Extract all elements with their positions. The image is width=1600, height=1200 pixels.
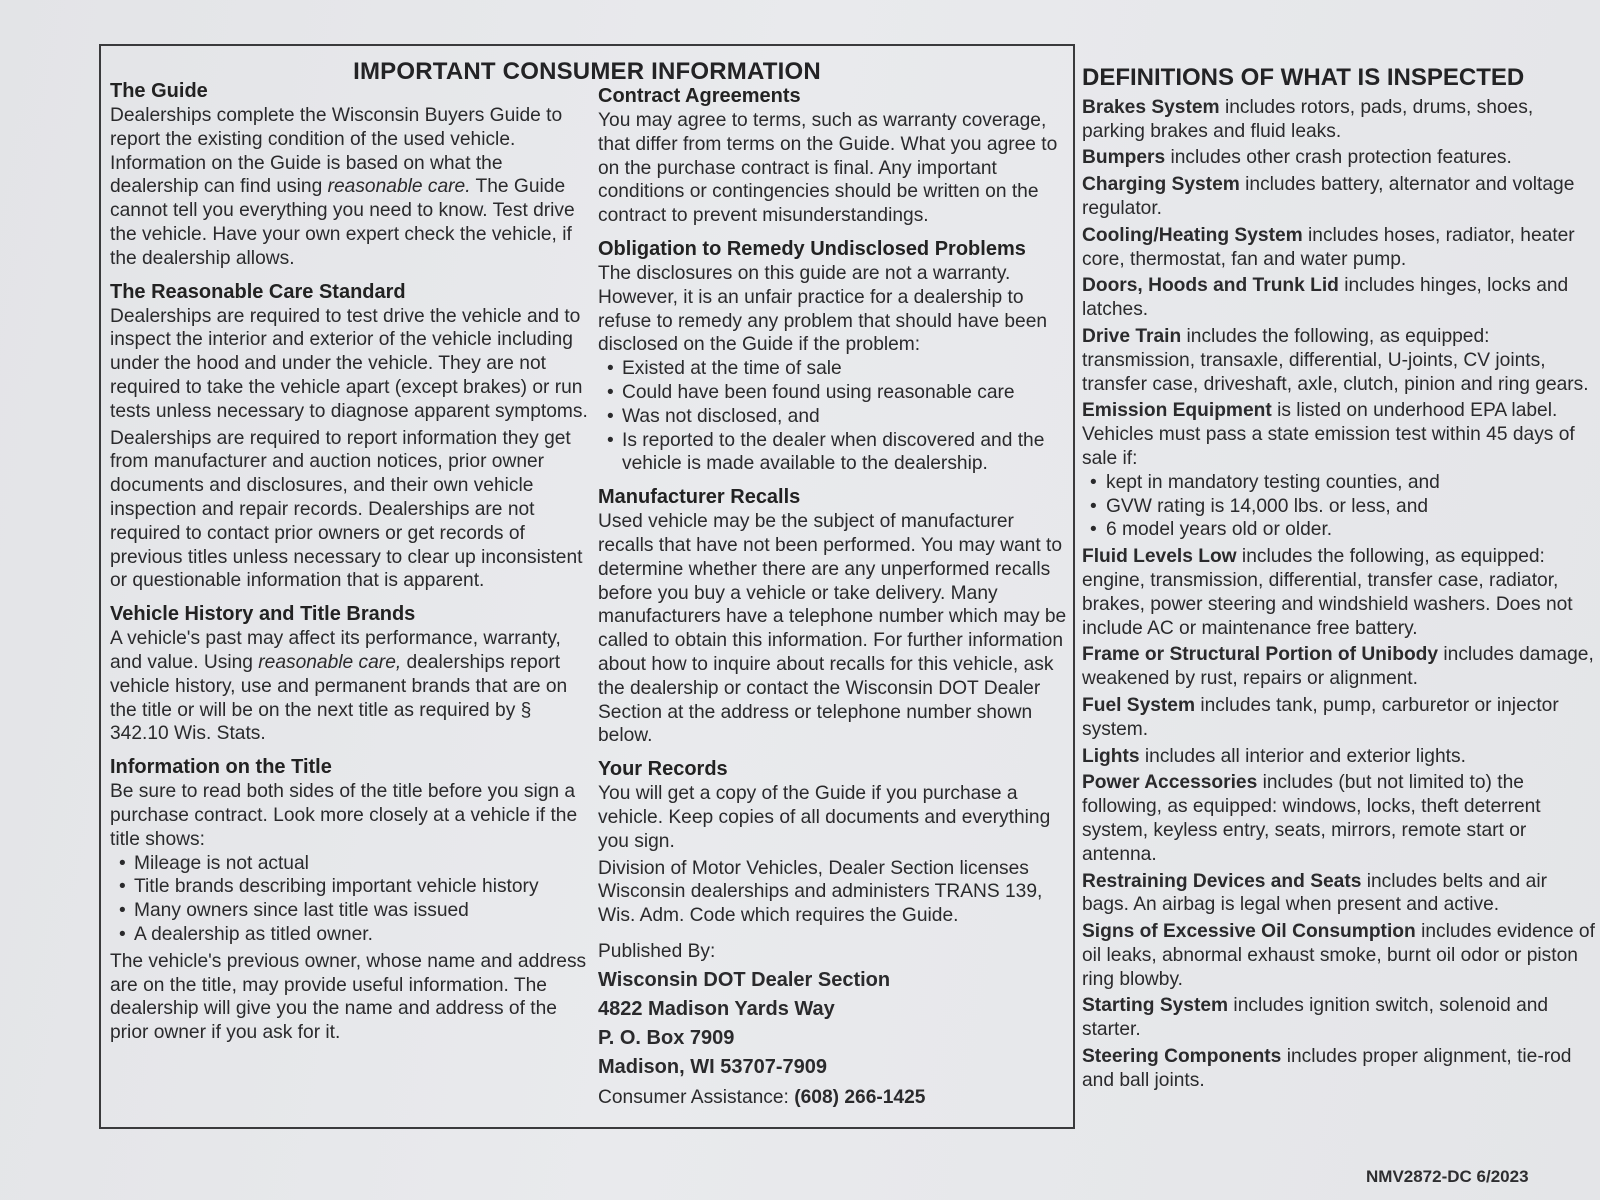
assistance-phone: (608) 266-1425 xyxy=(794,1086,926,1108)
heading-remedy: Obligation to Remedy Undisclosed Problems xyxy=(598,237,1026,260)
consumer-assistance xyxy=(598,1086,1073,1110)
guide-text-2: The Guide cannot tell you everything you need to know. Test drive the vehicle. Have your own expert check the vehicle, if the dealership allows. xyxy=(110,176,575,269)
bullet-item: • Mileage is not actual xyxy=(110,852,590,876)
section-records xyxy=(598,757,1073,928)
contract-text: You may agree to terms, such as warranty coverage, that differ from terms on the Guide. What you agree to on the purchase contract is final. Any important conditions or contingencies should be written on the contract to prevent misunderstandings. xyxy=(598,110,1058,227)
definition-item xyxy=(1082,694,1597,742)
title-info-intro: Be sure to read both sides of the title before you sign a purchase contract. Look more closely at a vehicle if the title shows: xyxy=(110,781,578,850)
definition-item xyxy=(1082,643,1597,691)
definitions-title: DEFINITIONS OF WHAT IS INSPECTED xyxy=(1082,64,1525,91)
heading-records: Your Records xyxy=(598,758,728,781)
records-paragraph-1: You will get a copy of the Guide if you purchase a vehicle. Keep copies of all documents and everything you sign. xyxy=(598,783,1051,852)
definition-term: Fuel System xyxy=(1082,694,1196,716)
column-left xyxy=(110,79,590,1054)
definition-text: includes other crash protection features. xyxy=(1165,147,1512,169)
bullet-item: • kept in mandatory testing counties, and xyxy=(1082,471,1597,495)
definition-term: Brakes System xyxy=(1082,96,1220,118)
publisher-pobox: P. O. Box 7909 xyxy=(598,1026,735,1049)
definition-term: Signs of Excessive Oil Consumption xyxy=(1082,921,1416,943)
definition-item xyxy=(1082,173,1597,221)
recalls-text: Used vehicle may be the subject of manufacturer recalls that have not been performed. You may want to determine whether there are any unperformed recalls before you buy a vehicle or take delivery. Many manufacturers have a telephone number which may be called to obtain this information. For further information about how to inquire about recalls for this vehicle, ask the dealership or contact the Wisconsin DOT Dealer Section at the address or telephone number shown below. xyxy=(598,511,1067,747)
definitions-list xyxy=(1082,96,1597,1093)
definition-item xyxy=(1082,224,1597,272)
bullet-item: • Could have been found using reasonable care xyxy=(598,381,1073,405)
definition-item xyxy=(1082,771,1597,866)
definition-item xyxy=(1082,399,1597,542)
definition-term: Lights xyxy=(1082,745,1140,767)
definition-text: includes all interior and exterior lights. xyxy=(1139,745,1466,767)
history-text-1: A vehicle's past may affect its performance, warranty, and value. Using xyxy=(110,628,561,673)
definition-term: Doors, Hoods and Trunk Lid xyxy=(1082,275,1339,297)
definition-term: Starting System xyxy=(1082,995,1229,1017)
bullet-item: • 6 model years old or older. xyxy=(1082,518,1597,542)
definition-item xyxy=(1082,146,1597,170)
definition-text: includes the following, as equipped: transmission, transaxle, differential, U-joints, CV joints, transfer case, driveshaft, axle, clutch, pinion and ring gears. xyxy=(1082,325,1589,395)
definition-text: includes evidence of oil leaks, abnormal exhaust smoke, burnt oil odor or piston ring blowby. xyxy=(1082,921,1595,990)
definition-term: Emission Equipment xyxy=(1082,400,1272,422)
publisher-street: 4822 Madison Yards Way xyxy=(598,997,835,1020)
heading-the-guide: The Guide xyxy=(110,80,208,102)
definition-term: Restraining Devices and Seats xyxy=(1082,870,1362,892)
heading-title-info: Information on the Title xyxy=(110,756,332,779)
definition-item xyxy=(1082,870,1597,918)
history-text-2: dealerships report vehicle history, use and permanent brands that are on the title or will be on the next title as required by § 342.10 Wis. Stats. xyxy=(110,651,568,745)
definition-item xyxy=(1082,96,1597,144)
definition-term: Fluid Levels Low xyxy=(1082,546,1237,568)
definition-item xyxy=(1082,545,1597,640)
bullet-item: • Is reported to the dealer when discovered and the vehicle is made available to the dealership. xyxy=(598,429,1073,477)
column-definitions xyxy=(1082,66,1597,1096)
definition-item xyxy=(1082,920,1597,991)
care-paragraph-2: Dealerships are required to report information they get from manufacturer and auction notices, prior owner documents and disclosures, and their own vehicle inspection and repair records. Dealerships are not required to contact prior owners or get records of previous titles unless necessary to clear up inconsistent or questionable information that is apparent. xyxy=(110,427,583,592)
bullet-item: • GVW rating is 14,000 lbs. or less, and xyxy=(1082,495,1597,519)
section-vehicle-history xyxy=(110,602,590,746)
definition-term: Power Accessories xyxy=(1082,772,1258,794)
definition-text: includes belts and air bags. An airbag is legal when present and active. xyxy=(1082,870,1547,916)
bullet-item: • Was not disclosed, and xyxy=(598,405,1073,429)
heading-recalls: Manufacturer Recalls xyxy=(598,486,801,509)
remedy-bullets xyxy=(598,357,1073,476)
heading-reasonable-care: The Reasonable Care Standard xyxy=(110,280,406,303)
definition-text: includes hinges, locks and latches. xyxy=(1082,275,1569,321)
definition-text: includes damage, weakened by rust, repairs or alignment. xyxy=(1082,644,1594,690)
section-reasonable-care xyxy=(110,280,590,594)
definition-term: Bumpers xyxy=(1082,147,1166,169)
title-info-outro: The vehicle's previous owner, whose name and address are on the title, may provide useful information. The dealership will give you the name and address of the prior owner if you ask for it. xyxy=(110,950,587,1044)
definition-text: is listed on underhood EPA label. Vehicles must pass a state emission test within 45 days of sale if: xyxy=(1082,400,1575,469)
section-contract xyxy=(598,84,1073,228)
definition-text: includes proper alignment, tie-rod and ball joints. xyxy=(1082,1046,1572,1091)
bullet-item: • Many owners since last title was issued xyxy=(110,899,590,923)
care-paragraph-1: Dealerships are required to test drive the vehicle and to inspect the interior and exterior of the vehicle including under the hood and under the vehicle. They are not required to take the vehicle apart (except brakes) or run tests unless necessary to diagnose apparent symptoms. xyxy=(110,305,588,422)
remedy-text: The disclosures on this guide are not a warranty. However, it is an unfair practice for a dealership to refuse to remedy any problem that should have been disclosed on the Guide if the problem: xyxy=(598,262,1048,356)
form-number: NMV2872-DC 6/2023 xyxy=(1366,1167,1529,1186)
guide-text-1: Dealerships complete the Wisconsin Buyers Guide to report the existing condition of the used vehicle. Information on the Guide is based on what the dealership can find using xyxy=(110,105,563,198)
publisher-city: Madison, WI 53707-7909 xyxy=(598,1055,827,1078)
definition-text: includes battery, alternator and voltage regulator. xyxy=(1082,174,1575,219)
publisher-org: Wisconsin DOT Dealer Section xyxy=(598,968,891,991)
definition-text: includes the following, as equipped: engine, transmission, differential, transfer case, radiator, brakes, power steering and windshield washers. Does not include AC or maintenance free battery. xyxy=(1082,546,1573,639)
definition-bullets xyxy=(1082,471,1597,542)
history-italic: reasonable care, xyxy=(258,651,402,673)
definition-text: includes rotors, pads, drums, shoes, parking brakes and fluid leaks. xyxy=(1082,96,1534,142)
heading-contract: Contract Agreements xyxy=(598,85,801,107)
section-the-guide xyxy=(110,79,590,271)
section-title-info xyxy=(110,755,590,1045)
definition-term: Steering Components xyxy=(1082,1046,1282,1068)
published-by-label: Published By: xyxy=(598,940,716,962)
column-middle xyxy=(598,84,1073,1110)
definition-item xyxy=(1082,745,1597,769)
assistance-label: Consumer Assistance: xyxy=(598,1086,795,1108)
records-paragraph-2: Division of Motor Vehicles, Dealer Section licenses Wisconsin dealerships and administers TRANS 139, Wis. Adm. Code which requires the Guide. xyxy=(598,857,1043,927)
definition-text: includes tank, pump, carburetor or injector system. xyxy=(1082,694,1559,740)
definition-term: Cooling/Heating System xyxy=(1082,224,1303,246)
title-info-bullets xyxy=(110,852,590,947)
definition-text: includes ignition switch, solenoid and starter. xyxy=(1082,995,1549,1041)
bullet-item: • Existed at the time of sale xyxy=(598,357,1073,381)
section-recalls xyxy=(598,485,1073,748)
bullet-item: • Title brands describing important vehicle history xyxy=(110,875,590,899)
main-title: IMPORTANT CONSUMER INFORMATION xyxy=(353,58,821,85)
definition-term: Charging System xyxy=(1082,174,1240,196)
definition-term: Drive Train xyxy=(1082,325,1182,347)
definition-item xyxy=(1082,274,1597,322)
guide-italic: reasonable care. xyxy=(327,176,471,198)
definition-text: includes (but not limited to) the following, as equipped: windows, locks, theft deterrent system, keyless entry, seats, mirrors, remote start or antenna. xyxy=(1082,772,1541,865)
definition-item xyxy=(1082,325,1597,396)
definition-item xyxy=(1082,994,1597,1042)
bullet-item: • A dealership as titled owner. xyxy=(110,923,590,947)
definition-item xyxy=(1082,1045,1597,1093)
heading-vehicle-history: Vehicle History and Title Brands xyxy=(110,603,416,626)
definition-text: includes hoses, radiator, heater core, thermostat, fan and water pump. xyxy=(1082,224,1575,270)
section-remedy xyxy=(598,237,1073,476)
definition-term: Frame or Structural Portion of Unibody xyxy=(1082,644,1439,666)
